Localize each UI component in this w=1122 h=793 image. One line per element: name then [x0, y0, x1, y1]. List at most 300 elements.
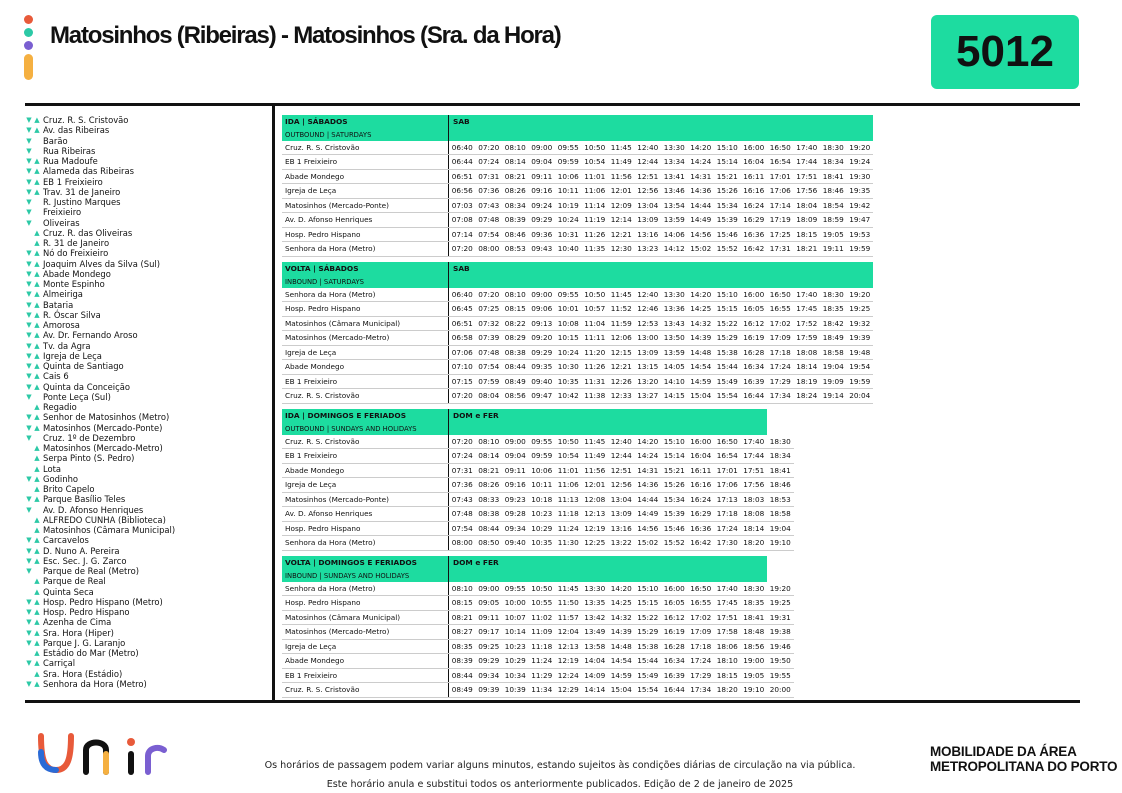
departure-time: 10:55	[529, 596, 556, 611]
departure-time: 18:53	[767, 492, 794, 507]
departure-time: 18:20	[714, 683, 741, 698]
stop-list-item	[25, 382, 270, 392]
departure-time: 15:49	[635, 668, 662, 683]
departure-time: 12:04	[555, 625, 582, 640]
direction-arrows-icon: ▲	[34, 403, 40, 411]
stop-name: Parque J. G. Laranjo	[43, 637, 126, 648]
departure-time: 10:42	[555, 389, 582, 404]
departure-time: 17:34	[688, 683, 715, 698]
departure-time: 11:09	[529, 625, 556, 640]
direction-arrows-icon: ▼ ▲	[26, 556, 40, 565]
direction-arrows-icon: ▼ ▲	[26, 331, 40, 340]
stop-name: Abade Mondego	[43, 268, 111, 279]
stop-list-item	[25, 658, 270, 668]
departure-time: 10:57	[582, 302, 609, 317]
direction-arrows-icon: ▲	[34, 485, 40, 493]
row-stop-name: Av. D. Afonso Henriques	[282, 507, 449, 522]
row-stop-name: EB 1 Freixieiro	[282, 155, 449, 170]
direction-arrows-icon: ▼ ▲	[26, 280, 40, 288]
departure-time: 19:25	[847, 302, 874, 317]
row-stop-name: Cruz. R. S. Cristovão	[282, 141, 449, 155]
departure-time: 09:11	[502, 463, 529, 478]
row-stop-name: Hosp. Pedro Hispano	[282, 227, 449, 242]
departure-time: 10:06	[555, 169, 582, 184]
departure-time: 08:33	[476, 492, 503, 507]
departure-time: 12:51	[635, 169, 662, 184]
direction-arrows-icon: ▼ ▲	[26, 546, 40, 555]
stop-name: Regadio	[43, 402, 77, 412]
stop-list-item	[25, 638, 270, 648]
departure-time: 08:29	[502, 331, 529, 346]
stop-list-item	[25, 259, 270, 269]
departure-time: 17:13	[714, 492, 741, 507]
direction-arrows-icon: ▼ ▲	[26, 608, 40, 616]
timetable-subtitle: INBOUND | SATURDAYS	[282, 276, 449, 288]
stop-name: Parque de Real (Metro)	[43, 566, 139, 576]
departure-time: 14:15	[661, 389, 688, 404]
departure-time: 20:04	[847, 389, 874, 404]
stop-name: Quinta de Santiago	[43, 361, 124, 371]
departure-time: 12:14	[608, 213, 635, 228]
table-row	[282, 449, 794, 464]
departure-time: 15:34	[714, 198, 741, 213]
departure-time: 09:28	[502, 507, 529, 522]
table-row	[282, 521, 794, 536]
stop-list-item	[25, 320, 270, 330]
departure-time: 08:00	[449, 536, 476, 551]
departure-time: 12:40	[608, 435, 635, 449]
departure-time: 10:24	[555, 213, 582, 228]
departure-time: 08:44	[476, 521, 503, 536]
stop-name: Lota	[43, 463, 62, 474]
row-stop-name: Matosinhos (Mercado-Metro)	[282, 625, 449, 640]
direction-arrows-icon: ▼ ▲	[26, 372, 40, 381]
row-stop-name: EB 1 Freixieiro	[282, 449, 449, 464]
departure-time: 15:10	[714, 141, 741, 155]
departure-time: 16:44	[661, 683, 688, 698]
departure-time: 16:12	[741, 316, 768, 331]
departure-time: 17:18	[767, 345, 794, 360]
departure-time: 11:31	[582, 374, 609, 389]
stop-name: Matosinhos (Mercado-Ponte)	[43, 422, 163, 433]
departure-time: 12:29	[555, 683, 582, 698]
departure-time: 17:24	[714, 521, 741, 536]
departure-time: 17:44	[794, 155, 821, 170]
stop-list	[25, 115, 270, 689]
departure-time: 08:21	[502, 169, 529, 184]
departure-time: 18:41	[767, 463, 794, 478]
departure-time: 10:39	[502, 683, 529, 698]
departure-time: 09:40	[502, 536, 529, 551]
row-stop-name: Senhora da Hora (Metro)	[282, 582, 449, 596]
departure-time: 07:31	[449, 463, 476, 478]
departure-time: 12:40	[635, 288, 662, 302]
departure-time: 19:20	[847, 288, 874, 302]
departure-time: 09:25	[476, 639, 503, 654]
departure-time: 11:26	[582, 227, 609, 242]
timetable-subtitle: OUTBOUND | SATURDAYS	[282, 129, 449, 141]
departure-time: 12:09	[608, 198, 635, 213]
departure-time: 13:00	[635, 331, 662, 346]
departure-time: 16:36	[688, 521, 715, 536]
departure-time: 12:21	[608, 360, 635, 375]
departure-time: 07:24	[476, 155, 503, 170]
departure-time: 18:30	[820, 288, 847, 302]
stop-list-item	[25, 546, 270, 556]
departure-time: 15:04	[608, 683, 635, 698]
departure-time: 09:43	[529, 242, 556, 257]
departure-time: 10:24	[555, 345, 582, 360]
direction-arrows-icon: ▼ ▲	[26, 126, 40, 135]
departure-time: 09:55	[555, 141, 582, 155]
departure-time: 12:46	[635, 302, 662, 317]
departure-time: 16:39	[661, 668, 688, 683]
departure-time: 19:00	[741, 654, 768, 669]
departure-time: 08:10	[502, 141, 529, 155]
yellow-bar	[24, 54, 33, 80]
departure-time: 18:14	[794, 360, 821, 375]
departure-time: 16:00	[661, 582, 688, 596]
departure-time: 16:29	[741, 213, 768, 228]
departure-time: 09:06	[529, 302, 556, 317]
stop-name: Av. D. Afonso Henriques	[43, 504, 144, 515]
departure-time: 13:04	[635, 198, 662, 213]
departure-time: 10:01	[555, 302, 582, 317]
stop-name: Joaquim Alves da Silva (Sul)	[43, 258, 161, 269]
table-row	[282, 639, 794, 654]
direction-arrows-icon: ▲	[34, 239, 40, 247]
stop-name: Rua Madoufe	[43, 156, 98, 166]
departure-time: 16:16	[741, 184, 768, 199]
departure-time: 18:56	[741, 639, 768, 654]
stop-list-item	[25, 166, 270, 176]
departure-time: 12:40	[635, 141, 662, 155]
departure-time: 17:58	[714, 625, 741, 640]
direction-arrows-icon: ▼ ▲	[26, 628, 40, 637]
departure-time: 10:11	[555, 184, 582, 199]
departure-time: 13:54	[661, 198, 688, 213]
stop-list-item	[25, 484, 270, 494]
departure-time: 09:23	[502, 492, 529, 507]
departure-time: 07:54	[476, 227, 503, 242]
stop-name: Igreja de Leça	[43, 350, 102, 361]
stop-name: Quinta da Conceição	[43, 381, 130, 392]
departure-time: 07:54	[449, 521, 476, 536]
departure-time: 17:59	[794, 331, 821, 346]
table-row	[282, 360, 873, 375]
stop-list-item	[25, 597, 270, 607]
row-stop-name: Abade Mondego	[282, 169, 449, 184]
departure-time: 17:29	[688, 668, 715, 683]
departure-time: 14:10	[661, 374, 688, 389]
departure-time: 15:21	[661, 463, 688, 478]
departure-time: 16:11	[741, 169, 768, 184]
departure-time: 07:48	[476, 345, 503, 360]
departure-time: 07:08	[449, 213, 476, 228]
departure-time: 19:47	[847, 213, 874, 228]
departure-time: 14:44	[635, 492, 662, 507]
departure-time: 08:27	[449, 625, 476, 640]
stop-name: Rua Ribeiras	[43, 145, 96, 156]
direction-arrows-icon: ▲	[34, 444, 40, 452]
departure-time: 18:30	[767, 435, 794, 449]
departure-time: 15:04	[688, 389, 715, 404]
departure-time: 17:18	[714, 507, 741, 522]
departure-time: 15:52	[714, 242, 741, 257]
departure-time: 18:19	[794, 374, 821, 389]
departure-time: 16:24	[688, 492, 715, 507]
departure-time: 16:00	[688, 435, 715, 449]
stop-list-item	[25, 125, 270, 135]
timetable-title: IDA | SÁBADOS	[282, 115, 449, 129]
departure-time: 14:32	[608, 610, 635, 625]
table-row	[282, 610, 794, 625]
departure-time: 08:10	[476, 435, 503, 449]
direction-arrows-icon: ▼ ▲	[26, 679, 40, 688]
stop-list-item	[25, 494, 270, 504]
column-divider	[272, 105, 275, 701]
departure-time: 11:18	[529, 639, 556, 654]
direction-arrows-icon: ▼ ▲	[26, 269, 40, 278]
departure-time: 16:54	[714, 449, 741, 464]
departure-time: 08:21	[449, 610, 476, 625]
departure-time: 14:24	[688, 155, 715, 170]
purple-dot	[24, 41, 33, 50]
service-days: DOM e FER	[453, 411, 499, 421]
departure-time: 08:49	[502, 374, 529, 389]
departure-time: 16:50	[714, 435, 741, 449]
direction-arrows-icon: ▼ ▲	[26, 259, 40, 268]
stop-list-item	[25, 617, 270, 627]
departure-time: 18:41	[820, 169, 847, 184]
stop-name: Oliveiras	[43, 217, 80, 228]
departure-time: 14:54	[688, 360, 715, 375]
departure-time: 10:23	[502, 639, 529, 654]
departure-time: 13:30	[582, 582, 609, 596]
stop-name: Senhora da Hora (Metro)	[43, 678, 147, 689]
departure-time: 14:31	[688, 169, 715, 184]
departure-time: 10:54	[582, 155, 609, 170]
departure-time: 17:29	[767, 374, 794, 389]
departure-time: 17:06	[714, 478, 741, 493]
departure-time: 19:24	[847, 155, 874, 170]
departure-time: 11:49	[582, 449, 609, 464]
departure-time: 18:42	[820, 316, 847, 331]
departure-time: 09:24	[529, 198, 556, 213]
stop-list-item	[25, 669, 270, 679]
row-stop-name: Igreja de Leça	[282, 478, 449, 493]
direction-arrows-icon: ▼ ▲	[26, 382, 40, 391]
departure-time: 09:16	[502, 478, 529, 493]
teal-dot	[24, 28, 33, 37]
departure-time: 17:25	[767, 227, 794, 242]
timetable	[282, 409, 794, 551]
departure-time: 14:06	[661, 227, 688, 242]
stop-list-item	[25, 330, 270, 340]
stop-name: Azenha de Cima	[43, 617, 112, 628]
departure-time: 07:15	[449, 374, 476, 389]
row-stop-name: Senhora da Hora (Metro)	[282, 288, 449, 302]
departure-time: 07:03	[449, 198, 476, 213]
departure-time: 07:43	[449, 492, 476, 507]
table-row	[282, 198, 873, 213]
departure-time: 06:51	[449, 169, 476, 184]
departure-time: 17:02	[688, 610, 715, 625]
departure-time: 16:19	[661, 625, 688, 640]
departure-time: 15:34	[661, 492, 688, 507]
departure-time: 18:20	[741, 536, 768, 551]
stop-list-item	[25, 371, 270, 381]
direction-arrows-icon: ▼ ▲	[26, 116, 40, 124]
departure-time: 16:28	[661, 639, 688, 654]
stop-name: Hosp. Pedro Hispano (Metro)	[43, 596, 163, 607]
departure-time: 15:02	[688, 242, 715, 257]
departure-time: 16:55	[767, 302, 794, 317]
departure-time: 08:10	[502, 288, 529, 302]
departure-time: 15:02	[635, 536, 662, 551]
departure-time: 09:00	[529, 288, 556, 302]
stop-name: Av. Dr. Fernando Aroso	[43, 330, 138, 341]
direction-arrows-icon: ▼ ▲	[26, 157, 40, 165]
departure-time: 18:04	[794, 198, 821, 213]
departure-time: 15:26	[661, 478, 688, 493]
departure-time: 14:12	[661, 242, 688, 257]
table-row	[282, 683, 794, 698]
direction-arrows-icon: ▼ ▲	[26, 167, 40, 176]
direction-arrows-icon: ▲	[34, 577, 40, 586]
departure-time: 19:10	[741, 683, 768, 698]
stop-name: Quinta Seca	[43, 586, 94, 597]
departure-time: 19:32	[847, 316, 874, 331]
departure-time: 10:50	[582, 288, 609, 302]
stop-list-item	[25, 207, 270, 217]
departure-time: 12:44	[635, 155, 662, 170]
departure-time: 19:14	[820, 389, 847, 404]
departure-time: 16:05	[741, 302, 768, 317]
departure-time: 10:00	[502, 596, 529, 611]
stop-list-item	[25, 289, 270, 299]
departure-time: 08:35	[449, 639, 476, 654]
departure-time: 15:22	[635, 610, 662, 625]
departure-time: 12:51	[608, 463, 635, 478]
departure-time: 13:50	[661, 331, 688, 346]
stop-name: Cais 6	[43, 371, 69, 382]
stop-name: Brito Capelo	[43, 484, 95, 494]
departure-time: 11:02	[529, 610, 556, 625]
departure-time: 11:19	[582, 213, 609, 228]
departure-time: 13:59	[661, 213, 688, 228]
departure-time: 10:14	[502, 625, 529, 640]
stop-name: R. Justino Marques	[43, 197, 121, 207]
table-row	[282, 463, 794, 478]
departure-time: 14:31	[635, 463, 662, 478]
departure-time: 17:44	[741, 449, 768, 464]
departure-time: 09:00	[529, 141, 556, 155]
direction-arrows-icon: ▼ ▲	[26, 187, 40, 196]
departure-time: 16:42	[741, 242, 768, 257]
departure-time: 11:04	[582, 316, 609, 331]
stop-name: Serpa Pinto (S. Pedro)	[43, 453, 135, 464]
departure-time: 07:25	[476, 302, 503, 317]
departure-time: 08:22	[502, 316, 529, 331]
amp-logo-line-1: MOBILIDADE DA ÁREA	[930, 744, 1077, 759]
stop-name: Cruz. R. S. Cristovão	[43, 115, 129, 125]
departure-time: 17:45	[714, 596, 741, 611]
departure-time: 14:32	[688, 316, 715, 331]
departure-time: 13:35	[582, 596, 609, 611]
service-days: DOM e FER	[453, 558, 499, 568]
stop-name: Barão	[43, 135, 68, 146]
departure-time: 11:57	[555, 610, 582, 625]
stop-list-item	[25, 146, 270, 156]
departure-time: 17:01	[767, 169, 794, 184]
departure-time: 06:40	[449, 141, 476, 155]
departure-time: 09:13	[529, 316, 556, 331]
departure-time: 09:16	[529, 184, 556, 199]
departure-time: 08:53	[502, 242, 529, 257]
stop-list-item	[25, 607, 270, 617]
stop-name: Hosp. Pedro Hispano	[43, 607, 130, 617]
stop-name: Matosinhos (Mercado-Metro)	[43, 443, 163, 453]
stop-list-item	[25, 187, 270, 197]
departure-time: 18:49	[820, 331, 847, 346]
departure-time: 15:21	[714, 169, 741, 184]
departure-time: 16:12	[661, 610, 688, 625]
departure-time: 16:39	[741, 374, 768, 389]
departure-time: 13:27	[635, 389, 662, 404]
departure-time: 11:24	[529, 654, 556, 669]
departure-time: 09:40	[529, 374, 556, 389]
departure-time: 07:10	[449, 360, 476, 375]
departure-time: 14:39	[608, 625, 635, 640]
direction-arrows-icon: ▼	[26, 208, 32, 217]
orange-dot	[24, 15, 33, 24]
table-row	[282, 435, 794, 449]
direction-arrows-icon: ▼ ▲	[26, 290, 40, 299]
departure-time: 18:46	[820, 184, 847, 199]
departure-time: 07:14	[449, 227, 476, 242]
stop-list-item	[25, 443, 270, 453]
departure-time: 09:17	[476, 625, 503, 640]
departure-time: 14:49	[635, 507, 662, 522]
departure-time: 18:15	[794, 227, 821, 242]
departure-time: 16:28	[741, 345, 768, 360]
departure-time: 20:00	[767, 683, 794, 698]
stop-name: Estádio do Mar (Metro)	[43, 648, 139, 658]
departure-time: 19:20	[767, 582, 794, 596]
departure-time: 19:55	[767, 668, 794, 683]
departure-time: 18:24	[794, 389, 821, 404]
stop-list-item	[25, 505, 270, 515]
departure-time: 14:04	[582, 654, 609, 669]
stop-list-item	[25, 218, 270, 228]
timetable-subtitle: INBOUND | SUNDAYS AND HOLIDAYS	[282, 570, 449, 582]
departure-time: 14:49	[688, 213, 715, 228]
departure-time: 16:50	[688, 582, 715, 596]
departure-time: 11:14	[582, 198, 609, 213]
departure-time: 09:05	[476, 596, 503, 611]
departure-time: 07:48	[449, 507, 476, 522]
departure-time: 16:00	[741, 141, 768, 155]
stop-name: Carcavelos	[43, 535, 89, 546]
departure-time: 18:58	[767, 507, 794, 522]
departure-time: 10:50	[529, 582, 556, 596]
departure-time: 08:15	[449, 596, 476, 611]
departure-time: 08:38	[476, 507, 503, 522]
departure-time: 11:45	[608, 288, 635, 302]
departure-time: 15:39	[714, 213, 741, 228]
stop-list-item	[25, 535, 270, 545]
